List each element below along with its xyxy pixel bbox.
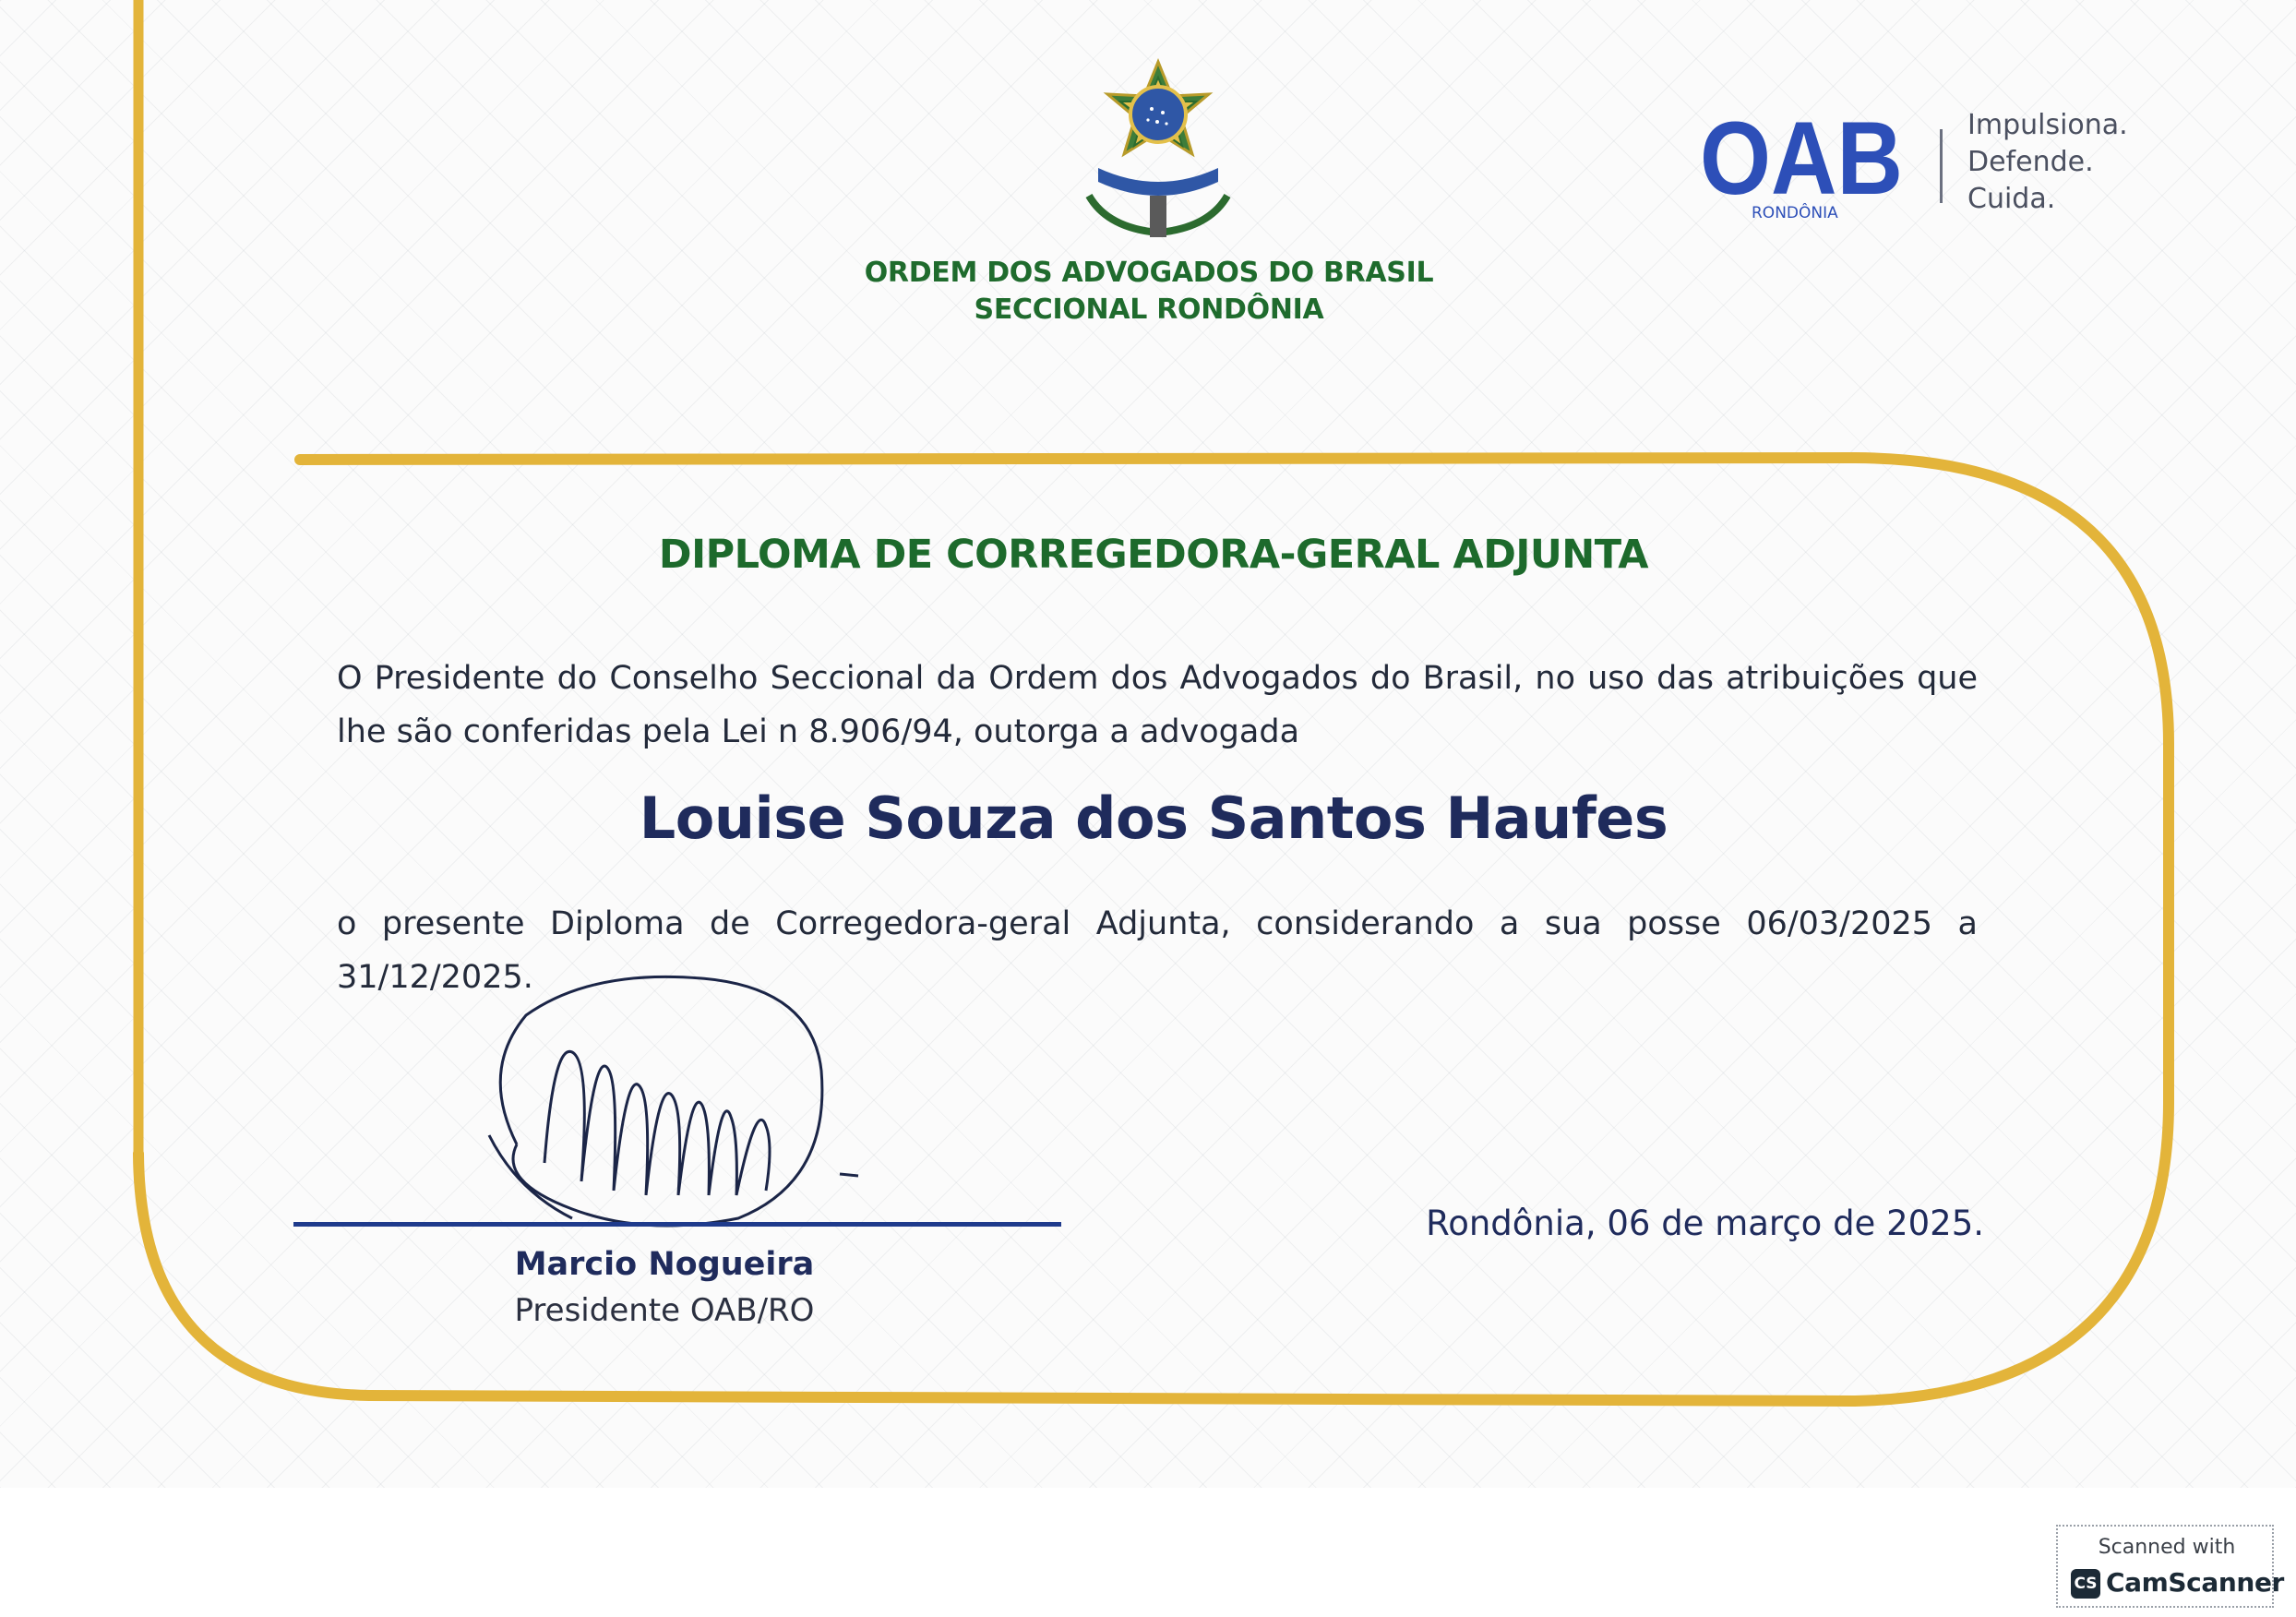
diploma-paragraph: o presente Diploma de Corregedora-geral Adjunta, considerando a sua posse 06/03/2025 a 31/12/2025.: [337, 905, 1978, 996]
camscanner-brand: CamScanner: [2106, 1567, 2284, 1598]
grant-paragraph: O Presidente do Conselho Seccional da Ordem dos Advogados do Brasil, no uso das atribuições que lhe são conferidas pela Lei n 8.906/94, outorga a advogada: [337, 660, 1978, 750]
oab-logo-subtext: RONDÔNIA: [1752, 204, 1838, 222]
signature-line: [293, 1222, 1061, 1227]
logo-divider: [1940, 129, 1943, 203]
oab-logo-text: OAB: [1700, 109, 1903, 216]
slogan-line: Impulsiona.: [1967, 109, 2128, 141]
handwritten-signature: [461, 960, 886, 1246]
org-name-line1: ORDEM DOS ADVOGADOS DO BRASIL: [864, 257, 1434, 289]
place-and-date: Rondônia, 06 de março de 2025.: [1426, 1204, 1984, 1243]
slogan-line: Defende.: [1967, 146, 2094, 178]
diploma-title: DIPLOMA DE CORREGEDORA-GERAL ADJUNTA: [658, 532, 1649, 578]
camscanner-icon: CS: [2071, 1569, 2100, 1599]
signer-role: Presidente OAB/RO: [514, 1292, 815, 1329]
brazil-coat-of-arms-icon: [1070, 57, 1246, 242]
slogan-line: Cuida.: [1967, 183, 2056, 215]
scanned-with-label: Scanned with: [2098, 1536, 2236, 1559]
signer-name: Marcio Nogueira: [514, 1246, 815, 1283]
honoree-name: Louise Souza dos Santos Haufes: [639, 785, 1668, 852]
org-name-line2: SECCIONAL RONDÔNIA: [974, 293, 1324, 326]
oab-logo: [1700, 109, 1903, 229]
camscanner-badge: [2056, 1525, 2284, 1608]
